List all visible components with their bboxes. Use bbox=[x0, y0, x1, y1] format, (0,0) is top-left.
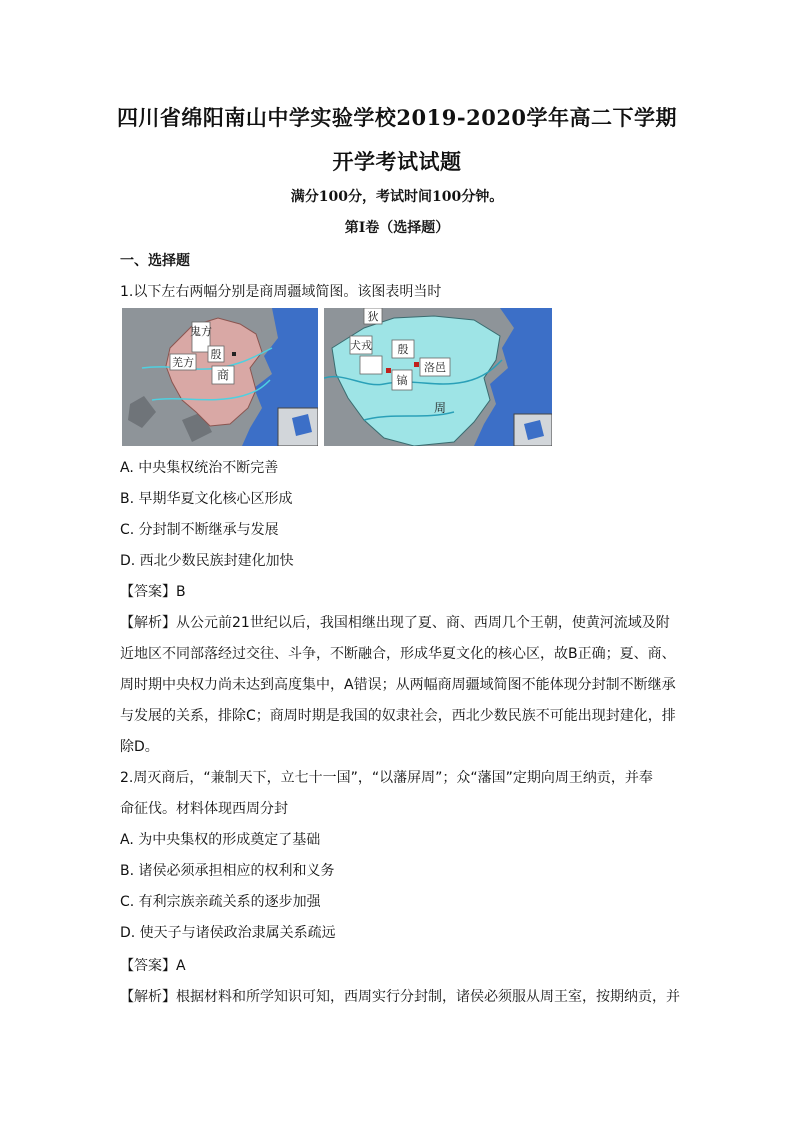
map-label-quanrong-1: 犬戎 bbox=[350, 339, 372, 352]
map-label-hao: 镐 bbox=[396, 374, 408, 387]
q2-option-c: C. 有利宗族亲疏关系的逐步加强 bbox=[120, 894, 321, 910]
q1-option-d: D. 西北少数民族封建化加快 bbox=[120, 553, 294, 569]
q2-stem-line: 命征伐。材料体现西周分封 bbox=[120, 801, 288, 817]
map-label-luoyi: 洛邑 bbox=[424, 361, 446, 374]
q1-analysis-line: 与发展的关系，排除C；商周时期是我国的奴隶社会，西北少数民族不可能出现封建化，排 bbox=[120, 708, 676, 724]
map-label-yin-zhou: 殷 bbox=[397, 343, 409, 356]
zhou-map bbox=[324, 308, 552, 446]
q1-analysis-line: 除D。 bbox=[120, 739, 159, 755]
map-label-qiangfang: 羌方 bbox=[172, 356, 194, 369]
volume-heading: 第Ⅰ卷（选择题） bbox=[344, 220, 450, 236]
q1-stem: 1.以下左右两幅分别是商周疆域简图。该图表明当时 bbox=[120, 284, 442, 300]
q2-analysis-line: 【解析】根据材料和所学知识可知，西周实行分封制，诸侯必须服从周王室，按期纳贡，并 bbox=[120, 989, 680, 1005]
q1-option-c: C. 分封制不断继承与发展 bbox=[120, 522, 279, 538]
q2-option-d: D. 使天子与诸侯政治隶属关系疏远 bbox=[120, 925, 336, 941]
map-label-shang: 商 bbox=[216, 368, 230, 382]
map-label-yin: 殷 bbox=[210, 348, 222, 361]
q2-stem-line: 2.周灭商后，“兼制天下，立七十一国”，“以藩屏周”；众“藩国”定期向周王纳贡，并奉 bbox=[120, 770, 653, 786]
map-label-guifang-1: 鬼方 bbox=[190, 325, 212, 338]
q1-answer: 【答案】B bbox=[120, 584, 186, 600]
q1-option-b: B. 早期华夏文化核心区形成 bbox=[120, 491, 293, 507]
section-heading: 一、选择题 bbox=[120, 253, 190, 269]
q2-option-a: A. 为中央集权的形成奠定了基础 bbox=[120, 832, 321, 848]
q1-analysis-line: 近地区不同部落经过交往、斗争，不断融合，形成华夏文化的核心区，故B正确；夏、商、 bbox=[120, 646, 676, 662]
q2-option-b: B. 诸侯必须承担相应的权利和义务 bbox=[120, 863, 335, 879]
page-title: 四川省绵阳南山中学实验学校2019-2020学年高二下学期 bbox=[116, 105, 678, 130]
q1-option-a: A. 中央集权统治不断完善 bbox=[120, 460, 279, 476]
score-note: 满分100分，考试时间100分钟。 bbox=[290, 189, 504, 205]
q2-answer: 【答案】A bbox=[120, 958, 186, 974]
q1-analysis-line: 【解析】从公元前21世纪以后，我国相继出现了夏、商、西周几个王朝，使黄河流域及附 bbox=[120, 615, 670, 631]
q1-maps bbox=[122, 308, 552, 446]
map-label-zhou: 周 bbox=[433, 401, 447, 415]
shang-map bbox=[122, 308, 318, 446]
q1-analysis-line: 周时期中央权力尚未达到高度集中，A错误；从两幅商周疆域简图不能体现分封制不断继承 bbox=[120, 677, 676, 693]
page-title-line2: 开学考试试题 bbox=[332, 149, 462, 174]
map-label-di: 狄 bbox=[367, 310, 379, 323]
